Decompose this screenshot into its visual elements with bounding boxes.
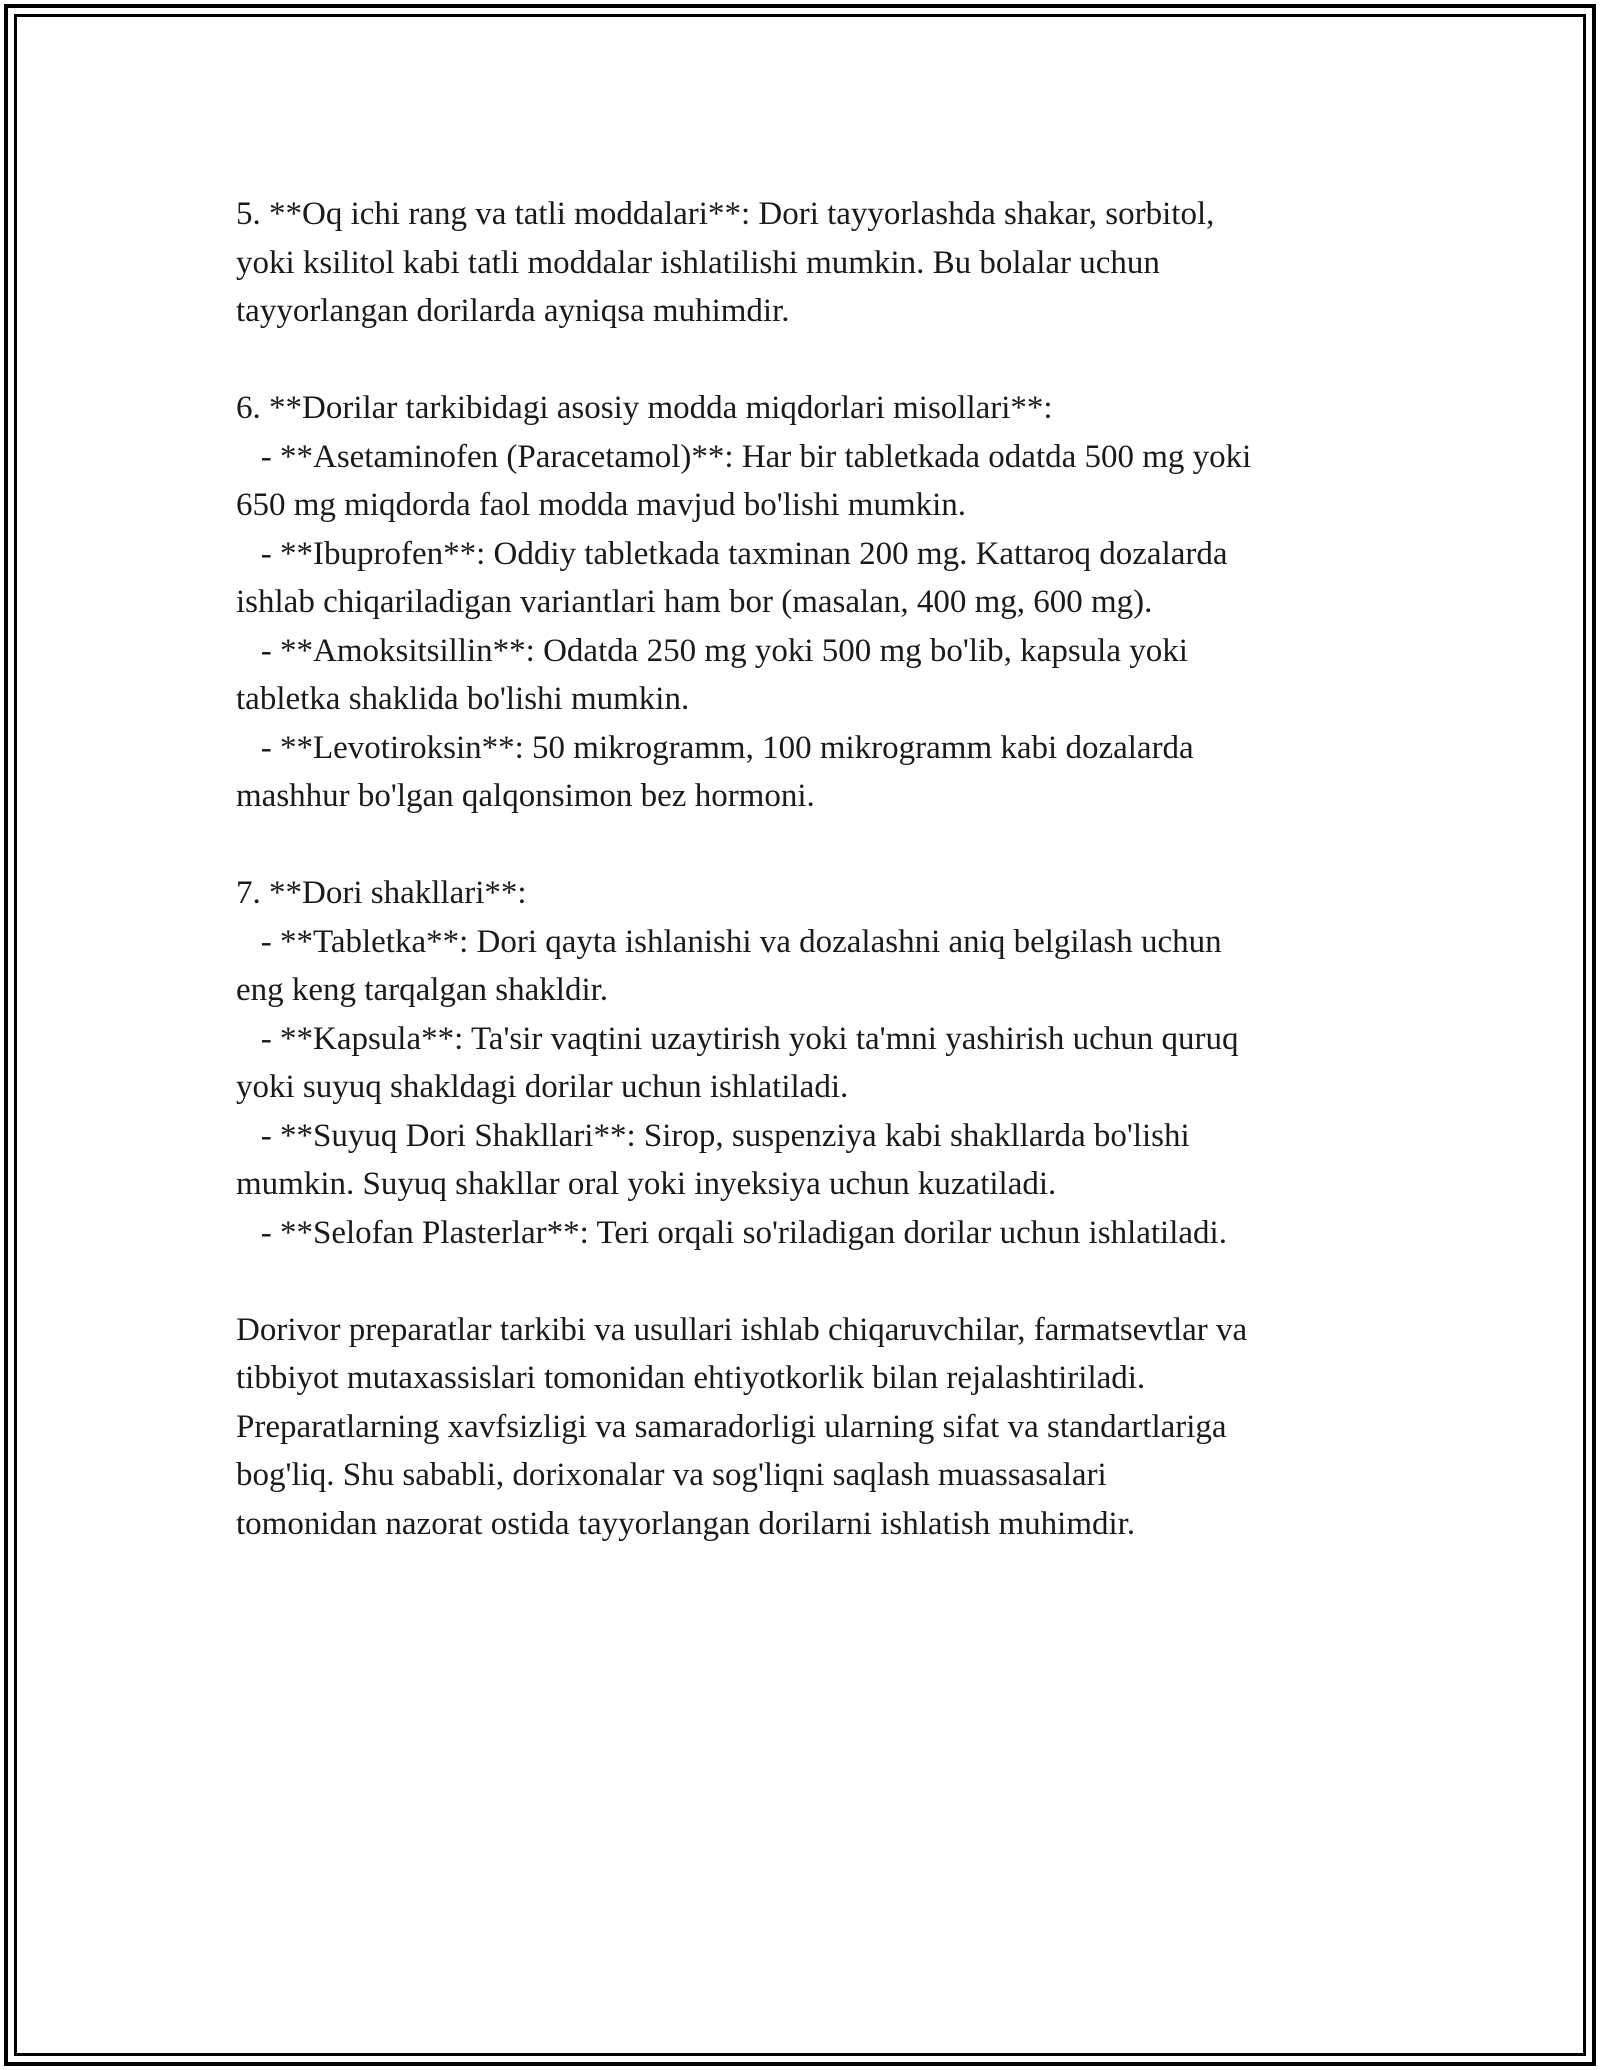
text-line: yoki suyuq shakldagi dorilar uchun ishlatiladi. (236, 1069, 849, 1105)
text-line: 7. **Dori shakllari**: (236, 875, 527, 911)
section-dosage-examples (236, 384, 1386, 821)
text-line: - **Selofan Plasterlar**: Teri orqali so'riladigan dorilar uchun ishlatiladi. (236, 1214, 1227, 1251)
section-conclusion (236, 1306, 1386, 1549)
text-line: - **Kapsula**: Ta'sir vaqtini uzaytirish yoki ta'mni yashirish uchun quruq (236, 1020, 1239, 1057)
text-line: tabletka shaklida bo'lishi mumkin. (236, 681, 690, 717)
text-line: mumkin. Suyuq shakllar oral yoki inyeksiya uchun kuzatiladi. (236, 1166, 1057, 1202)
paragraph-gap (236, 1257, 1386, 1306)
text-line: yoki ksilitol kabi tatli moddalar ishlatilishi mumkin. Bu bolalar uchun (236, 244, 1160, 281)
text-line: tomonidan nazorat ostida tayyorlangan dorilarni ishlatish muhimdir. (236, 1505, 1136, 1542)
text-line: 5. **Oq ichi rang va tatli moddalari**: Dori tayyorlashda shakar, sorbitol, (236, 196, 1215, 232)
text-line: tibbiyot mutaxassislari tomonidan ehtiyotkorlik bilan rejalashtiriladi. (236, 1360, 1146, 1396)
text-line: tayyorlangan dorilarda ayniqsa muhimdir. (236, 293, 790, 329)
paragraph-gap (236, 336, 1386, 385)
text-line: - **Tabletka**: Dori qayta ishlanishi va dozalashni aniq belgilash uchun (236, 923, 1222, 960)
text-line: - **Asetaminofen (Paracetamol)**: Har bir tabletkada odatda 500 mg yoki (236, 438, 1252, 475)
text-line: 6. **Dorilar tarkibidagi asosiy modda miqdorlari misollari**: (236, 390, 1053, 426)
text-line: - **Suyuq Dori Shakllari**: Sirop, suspenziya kabi shakllarda bo'lishi (236, 1117, 1190, 1154)
text-line: Preparatlarning xavfsizligi va samaradorligi ularning sifat va standartlariga (236, 1408, 1227, 1445)
text-line: bog'liq. Shu sababli, dorixonalar va sog'liqni saqlash muassasalari (236, 1457, 1107, 1493)
text-line: Dorivor preparatlar tarkibi va usullari ishlab chiqaruvchilar, farmatsevtlar va (236, 1311, 1248, 1348)
text-line: - **Ibuprofen**: Oddiy tabletkada taxminan 200 mg. Kattaroq dozalarda (236, 535, 1228, 572)
text-line: - **Amoksitsillin**: Odatda 250 mg yoki 500 mg bo'lib, kapsula yoki (236, 632, 1188, 669)
text-line: mashhur bo'lgan qalqonsimon bez hormoni. (236, 778, 815, 814)
section-sweeteners (236, 190, 1386, 336)
paragraph-gap (236, 821, 1386, 870)
section-dosage-forms (236, 869, 1386, 1257)
text-line: eng keng tarqalgan shakldir. (236, 972, 609, 1008)
text-line: 650 mg miqdorda faol modda mavjud bo'lishi mumkin. (236, 487, 967, 523)
document-body (236, 190, 1386, 1548)
text-line: ishlab chiqariladigan variantlari ham bor (masalan, 400 mg, 600 mg). (236, 584, 1153, 620)
text-line: - **Levotiroksin**: 50 mikrogramm, 100 mikrogramm kabi dozalarda (236, 729, 1194, 766)
